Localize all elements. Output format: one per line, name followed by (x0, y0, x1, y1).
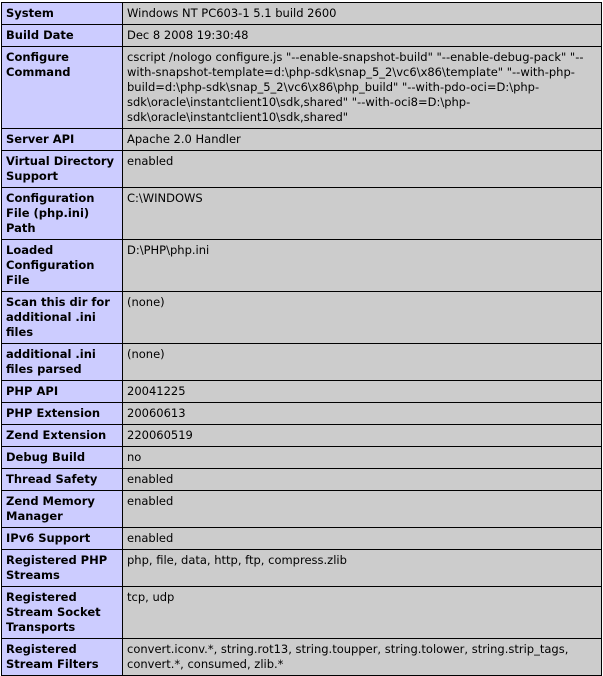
row-label: Debug Build (2, 447, 123, 469)
table-row (2, 550, 602, 587)
table-row (2, 292, 602, 344)
row-value: Windows NT PC603-1 5.1 build 2600 (123, 3, 602, 25)
row-label: Build Date (2, 25, 123, 47)
row-label: Configuration File (php.ini) Path (2, 188, 123, 240)
row-label: Zend Extension (2, 425, 123, 447)
table-row (2, 25, 602, 47)
table-row (2, 381, 602, 403)
row-value: tcp, udp (123, 587, 602, 639)
table-row (2, 469, 602, 491)
row-value: enabled (123, 491, 602, 528)
row-value: enabled (123, 151, 602, 188)
phpinfo-table (1, 2, 602, 676)
table-row (2, 425, 602, 447)
row-value: 20060613 (123, 403, 602, 425)
row-label: Registered Stream Socket Transports (2, 587, 123, 639)
row-value: D:\PHP\php.ini (123, 240, 602, 292)
row-value: no (123, 447, 602, 469)
table-row (2, 47, 602, 129)
table-row (2, 151, 602, 188)
row-value: cscript /nologo configure.js "--enable-snapshot-build" "--enable-debug-pack" "--with-snapshot-template=d:\php-sdk\snap_5_2\vc6\x86\template" "--with-php-build=d:\php-sdk\snap_5_2\vc6\x86\php_build" "--with-pdo-oci=D:\php-sdk\oracle\instantclient10\sdk,shared" "--with-oci8=D:\php-sdk\oracle\instantclient10\sdk,shared" (123, 47, 602, 129)
row-label: Server API (2, 129, 123, 151)
row-label: PHP Extension (2, 403, 123, 425)
table-row (2, 188, 602, 240)
row-label: Scan this dir for additional .ini files (2, 292, 123, 344)
table-row (2, 3, 602, 25)
table-row (2, 587, 602, 639)
table-row (2, 240, 602, 292)
row-label: System (2, 3, 123, 25)
row-label: Configure Command (2, 47, 123, 129)
row-label: Registered Stream Filters (2, 639, 123, 676)
row-value: (none) (123, 344, 602, 381)
table-row (2, 403, 602, 425)
row-label: IPv6 Support (2, 528, 123, 550)
row-value: enabled (123, 528, 602, 550)
row-value: convert.iconv.*, string.rot13, string.toupper, string.tolower, string.strip_tags, convert.*, consumed, zlib.* (123, 639, 602, 676)
row-value: (none) (123, 292, 602, 344)
row-value: 220060519 (123, 425, 602, 447)
row-value: Dec 8 2008 19:30:48 (123, 25, 602, 47)
table-row (2, 528, 602, 550)
row-value: Apache 2.0 Handler (123, 129, 602, 151)
row-label: Registered PHP Streams (2, 550, 123, 587)
row-value: C:\WINDOWS (123, 188, 602, 240)
row-label: Loaded Configuration File (2, 240, 123, 292)
row-label: Zend Memory Manager (2, 491, 123, 528)
table-row (2, 447, 602, 469)
table-row (2, 491, 602, 528)
row-value: php, file, data, http, ftp, compress.zlib (123, 550, 602, 587)
table-row (2, 129, 602, 151)
row-value: enabled (123, 469, 602, 491)
row-label: additional .ini files parsed (2, 344, 123, 381)
row-label: Thread Safety (2, 469, 123, 491)
row-label: Virtual Directory Support (2, 151, 123, 188)
table-row (2, 344, 602, 381)
row-value: 20041225 (123, 381, 602, 403)
table-row (2, 639, 602, 676)
row-label: PHP API (2, 381, 123, 403)
